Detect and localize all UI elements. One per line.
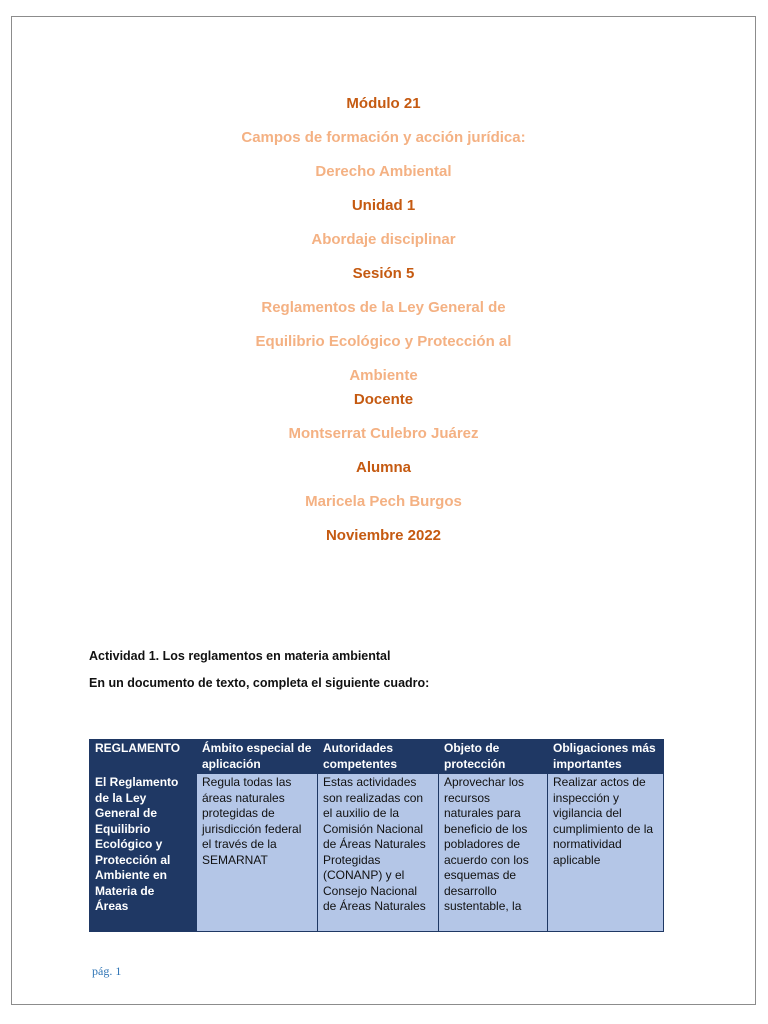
header-regulation: REGLAMENTO: [90, 740, 197, 774]
header-scope: Ámbito especial de aplicación: [197, 740, 318, 774]
session-title-line-3: Ambiente: [349, 367, 418, 384]
document-page: [11, 16, 756, 1005]
cell-authorities: Estas actividades son realizadas con el auxilio de la Comisión Nacional de Áreas Naturales Protegidas (CONANP) y el Consejo Nacional de Áreas Naturales: [318, 774, 439, 932]
session-label: Sesión 5: [352, 265, 415, 282]
header-obligations: Obligaciones más importantes: [548, 740, 664, 774]
table-header-row: [90, 740, 664, 774]
student-label: Alumna: [355, 459, 411, 476]
field-title: Campos de formación y acción jurídica:: [241, 129, 526, 146]
student-name: Maricela Pech Burgos: [305, 493, 462, 510]
module-title: Módulo 21: [346, 95, 421, 112]
cell-scope: Regula todas las áreas naturales protegidas de jurisdicción federal el través de la SEMARNAT: [197, 774, 318, 932]
activity-title: Actividad 1. Los reglamentos en materia ambiental: [89, 649, 391, 663]
teacher-name: Montserrat Culebro Juárez: [288, 425, 479, 442]
regulations-table: [89, 739, 664, 932]
teacher-label: Docente: [353, 391, 414, 408]
header-authorities: Autoridades competentes: [318, 740, 439, 774]
activity-instruction: En un documento de texto, completa el siguiente cuadro:: [89, 676, 430, 690]
header-protection: Objeto de protección: [439, 740, 548, 774]
session-title-line-1: Reglamentos de la Ley General de: [261, 299, 506, 316]
subject-title: Derecho Ambiental: [315, 163, 452, 180]
cell-obligations: Realizar actos de inspección y vigilancia del cumplimiento de la normatividad aplicable: [548, 774, 664, 932]
page-number: pág. 1: [92, 964, 122, 978]
document-date: Noviembre 2022: [325, 527, 442, 544]
cell-protection: Aprovechar los recursos naturales para beneficio de los pobladores de acuerdo con los esquemas de desarrollo sustentable, la: [439, 774, 548, 932]
unit-label: Unidad 1: [351, 197, 416, 214]
unit-title: Abordaje disciplinar: [311, 231, 456, 248]
session-title-line-2: Equilibrio Ecológico y Protección al: [255, 333, 512, 350]
table-row: [90, 774, 664, 932]
cell-regulation: El Reglamento de la Ley General de Equilibrio Ecológico y Protección al Ambiente en Materia de Áreas: [90, 774, 197, 932]
